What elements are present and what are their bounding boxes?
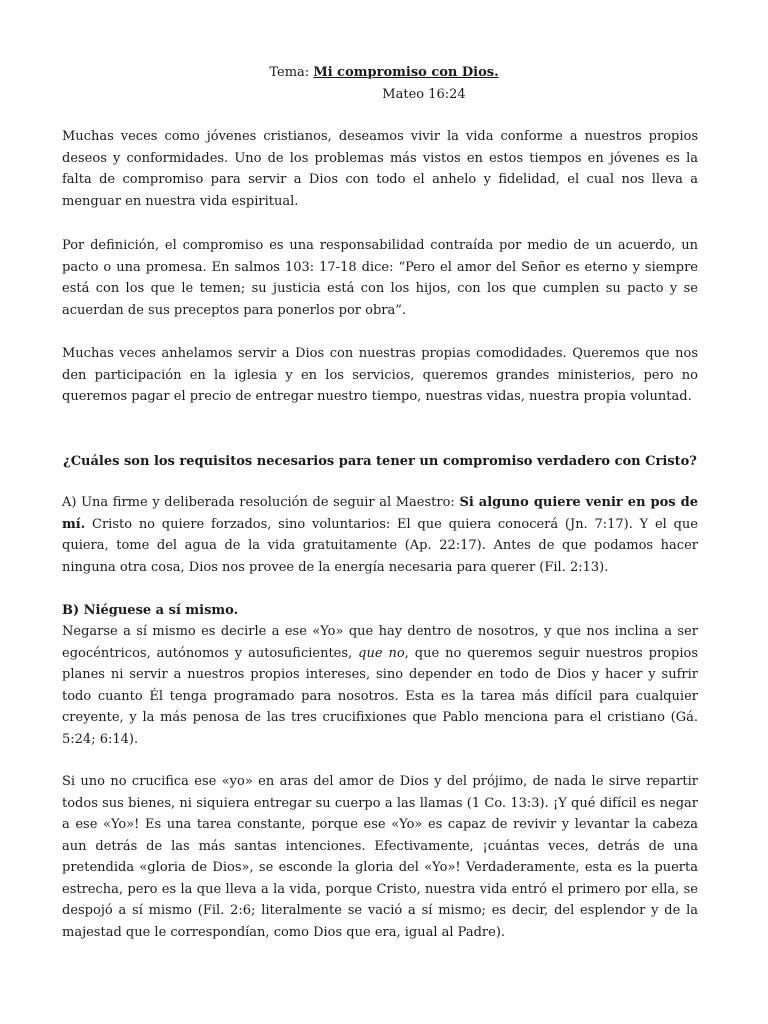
paragraph-intro: Muchas veces como jóvenes cristianos, deseamos vivir la vida conforme a nuestros propios deseos y conformidades. Uno de los problemas más vistos en estos tiempos en jóvenes es la falta de compromiso para servir a Dios con todo el anhelo y fidelidad, el cual nos lleva a menguar en nuestra vida espiritual. (62, 129, 698, 209)
requirement-b-intro: Negarse a sí mismo es decirle a ese «Yo» que hay dentro de nosotros, y que nos inclina a ser egocéntricos, autónomos y autosuficientes, (62, 624, 698, 661)
requirement-b-heading: B) Niéguese a sí mismo. (62, 603, 239, 618)
paragraph-crucify: Si uno no crucifica ese «yo» en aras del amor de Dios y del prójimo, de nada le sirve repartir todos sus bienes, ni siquiera entregar su cuerpo a las llamas (1 Co. 13:3). ¡Y qué difícil es negar a ese «Yo»! Es una tarea constante, porque ese «Yo» es capaz de revivir y levantar la cabeza aun detrás de las más santas intenciones. Efectivamente, ¡cuántas veces, detrás de una pretendida «gloria de Dios», se esconde la gloria del «Yo»! Verdaderamente, esta es la puerta estrecha, pero es la que lleva a la vida, porque Cristo, nuestra vida entró el primero por ella, se despojó a sí mismo (Fil. 2:6; literalmente se vació a sí mismo; es decir, del esplendor y de la majestad que le correspondían, como Dios que era, igual al Padre). (62, 774, 698, 940)
requirement-b-emphasis: que no (358, 645, 405, 661)
paragraph-requirement-a (62, 492, 698, 578)
title-line (0, 62, 768, 84)
section-question: ¿Cuáles son los requisitos necesarios para tener un compromiso verdadero con Cristo? (63, 454, 697, 469)
paragraph-definition: Por definición, el compromiso es una responsabilidad contraída por medio de un acuerdo, un pacto o una promesa. En salmos 103: 17-18 dice: “Pero el amor del Señor es eterno y siempre está con los que le temen; su justicia está con los hijos, con los que cumplen su pacto y se acuerdan de sus preceptos para ponerlos por obra”. (62, 238, 698, 318)
document-title: Mi compromiso con Dios. (313, 65, 499, 80)
requirement-a-body: Cristo no quiere forzados, sino voluntarios: El que quiera conocerá (Jn. 7:17). Y el que quiera, tome del agua de la vida gratuitamente (Ap. 22:17). Antes de que podamos hacer ninguna otra cosa, Dios nos provee de la energía necesaria para querer (Fil. 2:13). (62, 516, 698, 575)
tema-label: Tema: (269, 65, 310, 80)
paragraph-comfort: Muchas veces anhelamos servir a Dios con nuestras propias comodidades. Queremos que nos den participación en la iglesia y en los servicios, queremos grandes ministerios, pero no queremos pagar el precio de entregar nuestro tiempo, nuestras vidas, nuestra propia voluntad. (62, 346, 698, 404)
paragraph-requirement-b (62, 621, 698, 750)
requirement-b-body: , que no queremos seguir nuestros propios planes ni servir a nuestros propios intereses, sino depender en todo de Dios y hacer y sufrir todo cuanto Él tenga programado para nosotros. Esta es la tarea más difícil para cualquier creyente, y la más penosa de las tres crucifixiones que Pablo menciona para el cristiano (Gá. 5:24; 6:14). (62, 645, 698, 747)
requirement-a-quote: Si alguno quiere venir en pos de mí. (62, 495, 699, 532)
bible-reference: Mateo 16:24 (382, 87, 466, 102)
document-header (0, 62, 768, 106)
requirement-a-intro: A) Una firme y deliberada resolución de seguir al Maestro: (62, 495, 460, 510)
